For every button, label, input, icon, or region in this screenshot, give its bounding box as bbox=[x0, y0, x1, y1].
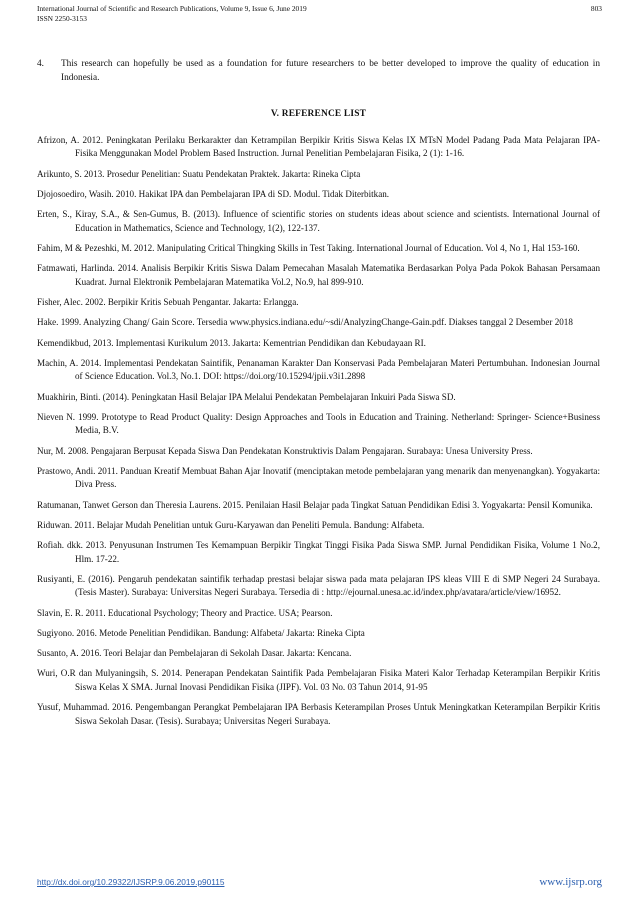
point-number: 4. bbox=[37, 59, 44, 69]
reference-item: Fahim, M & Pezeshki, M. 2012. Manipulating Critical Thingking Skills in Test Taking. International Journal of Education. Vol 4, No 1, Hal 153-160. bbox=[37, 243, 580, 253]
website-link[interactable]: www.ijsrp.org bbox=[539, 876, 602, 888]
reference-item: Rofiah. dkk. 2013. Penyusunan Instrumen Tes Kemampuan Berpikir Tingkat Tinggi Fisika Pada Siswa SMP. Jurnal Pendidikan Fisika, Volume 1 No.2, Hlm. 17-22. bbox=[37, 540, 600, 564]
reference-item: Arikunto, S. 2013. Prosedur Penelitian: Suatu Pendekatan Praktek. Jakarta: Rineka Cipta bbox=[37, 168, 361, 179]
reference-item: Kemendikbud, 2013. Implementasi Kurikulum 2013. Jakarta: Kementrian Pendidikan dan Kebudayaan RI. bbox=[37, 337, 426, 348]
reference-item: Afrizon, A. 2012. Peningkatan Perilaku Berkarakter dan Ketrampilan Berpikir Kritis Siswa Kelas IX MTsN Model Padang Pada Mata Pelajaran IPA-Fisika Menggunakan Model Problem Based Instruction. Jurnal Penelitian Pembelajaran Fisika, 2 (1): 1-16. bbox=[37, 135, 600, 159]
reference-item: Erten, S., Kiray, S.A., & Sen-Gumus, B. (2013). Influence of scientific stories on students ideas about science and scientists. International Journal of Education in Mathematics, Science and Technology, 1(2), 122-137. bbox=[37, 209, 600, 233]
reference-item: Hake. 1999. Analyzing Chang/ Gain Score. Tersedia www.physics.indiana.edu/~sdi/AnalyzingChange-Gain.pdf. Diakses tanggal 2 Desember 2018 bbox=[37, 317, 573, 328]
page-footer bbox=[37, 877, 602, 888]
reference-item: Susanto, A. 2016. Teori Belajar dan Pembelajaran di Sekolah Dasar. Jakarta: Kencana. bbox=[37, 648, 352, 659]
section-heading: V. REFERENCE LIST bbox=[270, 109, 367, 119]
reference-item: Nur, M. 2008. Pengajaran Berpusat Kepada Siswa Dan Pendekatan Konstruktivis Dalam Pengajaran. Surabaya: Unesa University Press. bbox=[37, 445, 533, 456]
issn: ISSN 2250-3153 bbox=[37, 14, 87, 23]
reference-list bbox=[37, 134, 600, 735]
reference-item: Riduwan. 2011. Belajar Mudah Penelitian untuk Guru-Karyawan dan Peneliti Pemula. Bandung: Alfabeta. bbox=[37, 519, 425, 530]
reference-item: Ratumanan, Tanwet Gerson dan Theresia Laurens. 2015. Penilaian Hasil Belajar pada Tingkat Satuan Pendidikan Edisi 3. Yogyakarta: Pensil Komunika. bbox=[37, 499, 593, 510]
reference-item: Fatmawati, Harlinda. 2014. Analisis Berpikir Kritis Siswa Dalam Pemecahan Masalah Matematika Berdasarkan Polya Pada Pokok Bahasan Persamaan Kuadrat. Jurnal Elektronik Pembelajaran Matematika Vol.2, No.9, hal 899-910. bbox=[37, 263, 600, 287]
page-number: 803 bbox=[590, 4, 602, 13]
reference-item: Rusiyanti, E. (2016). Pengaruh pendekatan saintifik terhadap prestasi belajar siswa pada mata pelajaran IPS kleas VIII E di SMP Negeri 24 Surabaya. (Tesis Master). Surabaya: Universitas Negeri Surabaya. Tersedia di : http://ejournal.unesa.ac.id/index.php/avatara/article/view/16952. bbox=[37, 573, 600, 598]
conclusion-point bbox=[37, 58, 600, 85]
reference-item: Djojosoediro, Wasih. 2010. Hakikat IPA dan Pembelajaran IPA di SD. Modul. Tidak Diterbitkan. bbox=[37, 189, 390, 199]
journal-title: International Journal of Scientific and Research Publications, Volume 9, Issue 6, June 2019 bbox=[37, 4, 307, 13]
page-header bbox=[37, 4, 602, 24]
reference-item: Prastowo, Andi. 2011. Panduan Kreatif Membuat Bahan Ajar Inovatif (menciptakan metode pembelajaran yang menarik dan menyenangkan). Yogyakarta: Diva Press. bbox=[37, 465, 600, 490]
reference-item: Muakhirin, Binti. (2014). Peningkatan Hasil Belajar IPA Melalui Pendekatan Pembelajaran Inkuiri Pada Siswa SD. bbox=[37, 391, 456, 402]
reference-item: Slavin, E. R. 2011. Educational Psychology; Theory and Practice. USA; Pearson. bbox=[37, 607, 333, 618]
reference-item: Wuri, O.R dan Mulyaningsih, S. 2014. Penerapan Pendekatan Saintifik Pada Pembelajaran Fisika Materi Kalor Terhadap Keterampilan Berpikir Kritis Siswa Kelas X SMA. Jurnal Inovasi Pendidikan Fisika (JIPF). Vol. 03 No. 03 Tahun 2014, 91-95 bbox=[37, 668, 600, 692]
doi-link[interactable]: http://dx.doi.org/10.29322/IJSRP.9.06.2019.p90115 bbox=[37, 877, 225, 887]
reference-item: Machin, A. 2014. Implementasi Pendekatan Saintifik, Penanaman Karakter Dan Konservasi Pada Pembelajaran Materi Pertumbuhan. Indonesian Journal of Science Education. Vol.3, No.1. DOI: https://doi.org/10.15294/jpii.v3i1.2898 bbox=[37, 357, 600, 382]
point-text: This research can hopefully be used as a foundation for future researchers to be better developed to improve the quality of education in Indonesia. bbox=[61, 59, 600, 83]
reference-item: Sugiyono. 2016. Metode Penelitian Pendidikan. Bandung: Alfabeta/ Jakarta: Rineka Cipta bbox=[37, 627, 365, 638]
reference-item: Yusuf, Muhammad. 2016. Pengembangan Perangkat Pembelajaran IPA Berbasis Keterampilan Proses Untuk Meningkatkan Keterampilan Berpikir Kritis Siswa Sekolah Dasar. (Tesis). Surabaya; Universitas Negeri Surabaya. bbox=[37, 702, 600, 726]
reference-item: Fisher, Alec. 2002. Berpikir Kritis Sebuah Pengantar. Jakarta: Erlangga. bbox=[37, 297, 299, 307]
reference-item: Nieven N. 1999. Prototype to Read Product Quality: Design Approaches and Tools in Education and Training. Netherland: Springer- Science+Business Media, B.V. bbox=[37, 411, 600, 436]
